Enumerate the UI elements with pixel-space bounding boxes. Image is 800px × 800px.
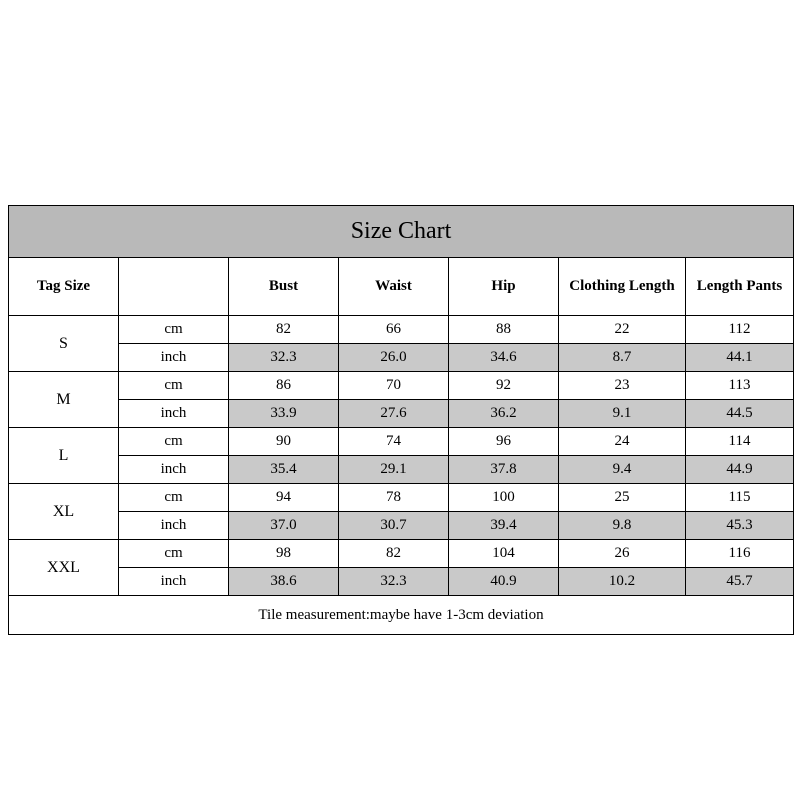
measurement-cell: 25 bbox=[559, 484, 686, 512]
header-row bbox=[9, 258, 794, 316]
measurement-cell: 9.8 bbox=[559, 512, 686, 540]
measurement-cell: 70 bbox=[339, 372, 449, 400]
measurement-cell: 33.9 bbox=[229, 400, 339, 428]
measurement-cell: 96 bbox=[449, 428, 559, 456]
measurement-cell: 116 bbox=[686, 540, 794, 568]
unit-cell: cm bbox=[119, 484, 229, 512]
table-row bbox=[9, 372, 794, 400]
measurement-cell: 113 bbox=[686, 372, 794, 400]
table-row bbox=[9, 316, 794, 344]
measurement-cell: 82 bbox=[229, 316, 339, 344]
measurement-cell: 34.6 bbox=[449, 344, 559, 372]
unit-cell: inch bbox=[119, 400, 229, 428]
measurement-cell: 30.7 bbox=[339, 512, 449, 540]
measurement-cell: 82 bbox=[339, 540, 449, 568]
measurement-cell: 94 bbox=[229, 484, 339, 512]
unit-cell: inch bbox=[119, 512, 229, 540]
measurement-cell: 44.5 bbox=[686, 400, 794, 428]
measurement-cell: 37.8 bbox=[449, 456, 559, 484]
measurement-cell: 23 bbox=[559, 372, 686, 400]
measurement-cell: 36.2 bbox=[449, 400, 559, 428]
tag-size-cell: XXL bbox=[9, 540, 119, 596]
unit-cell: cm bbox=[119, 316, 229, 344]
measurement-cell: 112 bbox=[686, 316, 794, 344]
measurement-cell: 32.3 bbox=[229, 344, 339, 372]
table-row bbox=[9, 512, 794, 540]
measurement-cell: 22 bbox=[559, 316, 686, 344]
column-header-1 bbox=[119, 258, 229, 316]
footer-note: Tile measurement:maybe have 1-3cm deviation bbox=[9, 596, 794, 635]
footer-row bbox=[9, 596, 794, 635]
unit-cell: inch bbox=[119, 456, 229, 484]
title-row bbox=[9, 206, 794, 258]
table-row bbox=[9, 344, 794, 372]
measurement-cell: 10.2 bbox=[559, 568, 686, 596]
measurement-cell: 88 bbox=[449, 316, 559, 344]
measurement-cell: 92 bbox=[449, 372, 559, 400]
table-row bbox=[9, 484, 794, 512]
measurement-cell: 74 bbox=[339, 428, 449, 456]
unit-cell: inch bbox=[119, 344, 229, 372]
measurement-cell: 44.1 bbox=[686, 344, 794, 372]
unit-cell: cm bbox=[119, 540, 229, 568]
measurement-cell: 44.9 bbox=[686, 456, 794, 484]
unit-cell: inch bbox=[119, 568, 229, 596]
measurement-cell: 86 bbox=[229, 372, 339, 400]
column-header-3: Waist bbox=[339, 258, 449, 316]
column-header-5: Clothing Length bbox=[559, 258, 686, 316]
column-header-2: Bust bbox=[229, 258, 339, 316]
measurement-cell: 45.7 bbox=[686, 568, 794, 596]
unit-cell: cm bbox=[119, 428, 229, 456]
measurement-cell: 115 bbox=[686, 484, 794, 512]
measurement-cell: 27.6 bbox=[339, 400, 449, 428]
measurement-cell: 45.3 bbox=[686, 512, 794, 540]
measurement-cell: 35.4 bbox=[229, 456, 339, 484]
measurement-cell: 100 bbox=[449, 484, 559, 512]
size-chart-table bbox=[8, 205, 794, 635]
measurement-cell: 29.1 bbox=[339, 456, 449, 484]
measurement-cell: 26 bbox=[559, 540, 686, 568]
table-row bbox=[9, 540, 794, 568]
measurement-cell: 114 bbox=[686, 428, 794, 456]
measurement-cell: 26.0 bbox=[339, 344, 449, 372]
column-header-4: Hip bbox=[449, 258, 559, 316]
unit-cell: cm bbox=[119, 372, 229, 400]
column-header-6: Length Pants bbox=[686, 258, 794, 316]
table-row bbox=[9, 568, 794, 596]
measurement-cell: 9.4 bbox=[559, 456, 686, 484]
measurement-cell: 24 bbox=[559, 428, 686, 456]
table-row bbox=[9, 428, 794, 456]
tag-size-cell: L bbox=[9, 428, 119, 484]
chart-title: Size Chart bbox=[9, 206, 794, 258]
measurement-cell: 39.4 bbox=[449, 512, 559, 540]
measurement-cell: 32.3 bbox=[339, 568, 449, 596]
measurement-cell: 8.7 bbox=[559, 344, 686, 372]
column-header-0: Tag Size bbox=[9, 258, 119, 316]
table-row bbox=[9, 456, 794, 484]
measurement-cell: 98 bbox=[229, 540, 339, 568]
measurement-cell: 78 bbox=[339, 484, 449, 512]
measurement-cell: 37.0 bbox=[229, 512, 339, 540]
measurement-cell: 104 bbox=[449, 540, 559, 568]
tag-size-cell: XL bbox=[9, 484, 119, 540]
tag-size-cell: M bbox=[9, 372, 119, 428]
measurement-cell: 9.1 bbox=[559, 400, 686, 428]
measurement-cell: 90 bbox=[229, 428, 339, 456]
table-row bbox=[9, 400, 794, 428]
measurement-cell: 38.6 bbox=[229, 568, 339, 596]
measurement-cell: 40.9 bbox=[449, 568, 559, 596]
tag-size-cell: S bbox=[9, 316, 119, 372]
measurement-cell: 66 bbox=[339, 316, 449, 344]
